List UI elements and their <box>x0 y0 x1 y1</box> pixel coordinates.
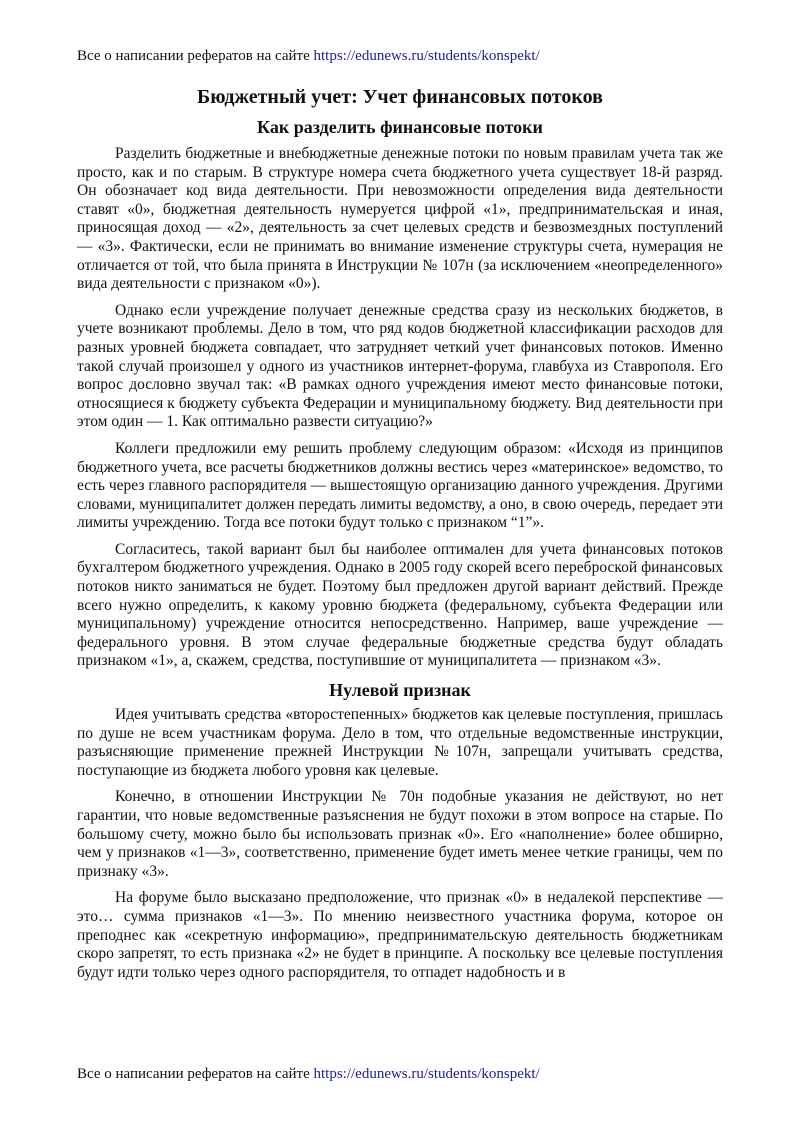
header-text: Все о написании рефератов на сайте <box>77 48 314 64</box>
page-footer <box>77 1065 540 1084</box>
footer-link[interactable]: https://edunews.ru/students/konspekt/ <box>313 1066 540 1082</box>
header-link[interactable]: https://edunews.ru/students/konspekt/ <box>313 48 540 64</box>
paragraph: Разделить бюджетные и внебюджетные денежные потоки по новым правилам учета так же просто, как и по старым. В структуре номера счета бюджетного учета существует 18-й разряд. Он обозначает код вида деятельности. При невозможности определения вида деятельности ставят «0», бюджетная деятельность нумеруется цифрой «1», предпринимательская и иная, приносящая доход — «2», деятельность за счет целевых средств и безвозмездных поступлений — «3». Фактически, если не принимать во внимание изменение структуры счета, нумерация не отличается от той, что была принята в Инструкции № 107н (за исключением «неопределенного» вида деятельности с признаком «0»). <box>77 145 723 293</box>
footer-text: Все о написании рефератов на сайте <box>77 1066 314 1082</box>
section-title-zero-flag: Нулевой признак <box>329 680 471 701</box>
paragraph: Коллеги предложили ему решить проблему следующим образом: «Исходя из принципов бюджетного учета, все расчеты бюджетников должны вестись через «материнское» ведомство, то есть через главного распорядителя — вышестоящую организацию данного учреждения. Другими словами, муниципалитет должен передать лимиты ведомству, а оно, в свою очередь, передает эти лимиты учреждению. Тогда все потоки будут только с признаком “1”». <box>77 439 723 532</box>
paragraph: Однако если учреждение получает денежные средства сразу из нескольких бюджетов, в учете возникают проблемы. Дело в том, что ряд кодов бюджетной классификации расходов для разных уровней бюджета совпадает, что затрудняет четкий учет финансовых потоков. Именно такой случай произошел у одного из участников интернет-форума, главбуха из Ставрополя. Его вопрос дословно звучал так: «В рамках одного учреждения имеют место финансовые потоки, относящиеся к бюджету субъекта Федерации и муниципальному бюджету. Вид деятельности при этом один — 1. Как оптимально развести ситуацию?» <box>77 301 723 431</box>
page-header <box>77 47 540 66</box>
paragraph: Идея учитывать средства «второстепенных» бюджетов как целевые поступления, пришлась по душе не всем участникам форума. Дело в том, что отдельные ведомственные инструкции, разъясняющие применение прежней Инструкции №107н, запрещали учитывать средства, поступающие из бюджета любого уровня как целевые. <box>77 706 723 779</box>
document-title: Бюджетный учет: Учет финансовых потоков <box>197 86 603 108</box>
section-title-split-flows: Как разделить финансовые потоки <box>257 117 543 137</box>
paragraph: На форуме было высказано предположение, что признак «0» в недалекой перспективе — это… сумма признаков «1—3». По мнению неизвестного участника форума, которое он преподнес как «секретную информацию», предпринимательскую деятельность бюджетникам скоро запретят, то есть признака «2» не будет в принципе. А поскольку все целевые поступления будут идти только через одного распорядителя, то отпадет надобность и в <box>77 889 723 981</box>
paragraph: Конечно, в отношении Инструкции № 70н подобные указания не действуют, но нет гарантии, что новые ведомственные разъяснения не будут похожи в этом вопросе на старые. По большому счету, можно было бы использовать признак «0». Его «наполнение» более обширно, чем у признаков «1—3», соответственно, применение будет иметь менее четкие границы, чем по признаку «3». <box>77 788 723 880</box>
document-body <box>77 84 723 990</box>
paragraph: Согласитесь, такой вариант был бы наиболее оптимален для учета финансовых потоков бухгалтером бюджетного учреждения. Однако в 2005 году скорей всего переброской финансовых потоков никто заниматься не будет. Поэтому был предложен другой вариант действий. Прежде всего нужно определить, к какому уровню бюджета (федеральному, субъекта Федерации или муниципальному) учреждение относится непосредственно. Например, ваше учреждение — федерального уровня. В этом случае федеральные бюджетные средства будут обладать признаком «1», а, скажем, средства, поступившие от муниципалитета — признаком «3». <box>77 540 723 670</box>
